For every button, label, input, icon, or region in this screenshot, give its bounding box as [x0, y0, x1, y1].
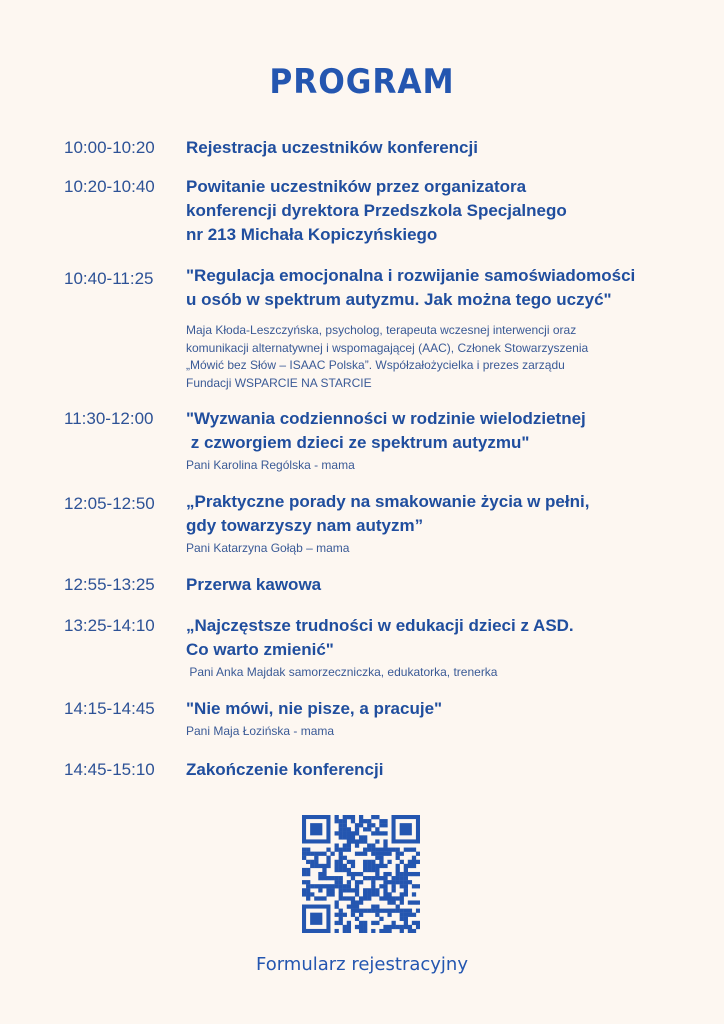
- schedule-description-line: Pani Anka Majdak samorzeczniczka, edukatorka, trenerka: [186, 665, 498, 679]
- schedule-content: [186, 490, 666, 558]
- schedule-time: 14:15-14:45: [64, 699, 155, 718]
- schedule-description-line: komunikacji alternatywnej i wspomagającej (AAC), Członek Stowarzyszenia: [186, 340, 589, 355]
- schedule-title-line: „Najczęstsze trudności w edukacji dzieci z ASD.: [186, 616, 574, 635]
- schedule-description-line: Pani Maja Łozińska - mama: [186, 724, 335, 738]
- schedule-content: [186, 407, 666, 475]
- page-title: PROGRAM: [269, 62, 455, 102]
- schedule-content: [186, 573, 666, 597]
- registration-form-link[interactable]: Formularz rejestracyjny: [256, 954, 468, 975]
- schedule-description-line: Pani Karolina Rególska - mama: [186, 458, 355, 472]
- schedule-description: [186, 322, 666, 392]
- schedule-time: 13:25-14:10: [64, 616, 155, 635]
- schedule-description-line: Maja Kłoda-Leszczyńska, psycholog, terapeuta wczesnej interwencji oraz: [186, 323, 577, 337]
- schedule-title: [186, 136, 666, 160]
- schedule-title: [186, 697, 666, 721]
- schedule-content: [186, 614, 666, 682]
- schedule-content: [186, 697, 666, 741]
- schedule-description-line: Pani Katarzyna Gołąb – mama: [186, 541, 350, 555]
- schedule-time: 10:00-10:20: [64, 138, 155, 157]
- schedule-content: [186, 136, 666, 160]
- schedule-description: [186, 540, 666, 558]
- schedule-description: [186, 457, 666, 475]
- schedule-title-line: nr 213 Michała Kopiczyńskiego: [186, 225, 438, 244]
- schedule-description: [186, 664, 666, 682]
- schedule-title-line: "Regulacja emocjonalna i rozwijanie samoświadomości: [186, 266, 636, 285]
- schedule-title: [186, 490, 666, 538]
- schedule-title-line: Przerwa kawowa: [186, 575, 322, 594]
- qr-code-icon[interactable]: [302, 815, 420, 933]
- schedule-title: [186, 407, 666, 455]
- schedule-title-line: konferencji dyrektora Przedszkola Specjalnego: [186, 201, 567, 220]
- schedule-title-line: "Nie mówi, nie pisze, a pracuje": [186, 699, 443, 718]
- schedule-time: 12:05-12:50: [64, 494, 155, 513]
- schedule-content: [186, 175, 666, 247]
- schedule-title: [186, 573, 666, 597]
- schedule-title: [186, 614, 666, 662]
- schedule-content: [186, 758, 666, 782]
- schedule-title-line: Co warto zmienić": [186, 640, 334, 659]
- schedule-time: 12:55-13:25: [64, 575, 155, 594]
- schedule-time: 14:45-15:10: [64, 760, 155, 779]
- schedule-title-line: z czworgiem dzieci ze spektrum autyzmu": [186, 433, 530, 452]
- schedule-title-line: gdy towarzyszy nam autyzm”: [186, 516, 424, 535]
- schedule-title-line: „Praktyczne porady na smakowanie życia w pełni,: [186, 492, 590, 511]
- schedule-title-line: Zakończenie konferencji: [186, 760, 384, 779]
- schedule-description-line: „Mówić bez Słów – ISAAC Polska”. Współzałożycielka i prezes zarządu: [186, 358, 565, 372]
- schedule-title: [186, 264, 666, 312]
- schedule-time: 10:40-11:25: [64, 269, 154, 288]
- schedule-time: 10:20-10:40: [64, 177, 155, 196]
- schedule-content: [186, 264, 666, 392]
- schedule-description-line: Fundacji WSPARCIE NA STARCIE: [186, 375, 372, 390]
- schedule-title-line: Rejestracja uczestników konferencji: [186, 138, 478, 157]
- schedule-title-line: "Wyzwania codzienności w rodzinie wielodzietnej: [186, 409, 586, 428]
- schedule-title-line: u osób w spektrum autyzmu. Jak można tego uczyć": [186, 290, 612, 309]
- schedule-title: [186, 758, 666, 782]
- schedule-title-line: Powitanie uczestników przez organizatora: [186, 177, 527, 196]
- schedule-title: [186, 175, 666, 247]
- schedule-description: [186, 723, 666, 741]
- schedule-time: 11:30-12:00: [64, 409, 154, 428]
